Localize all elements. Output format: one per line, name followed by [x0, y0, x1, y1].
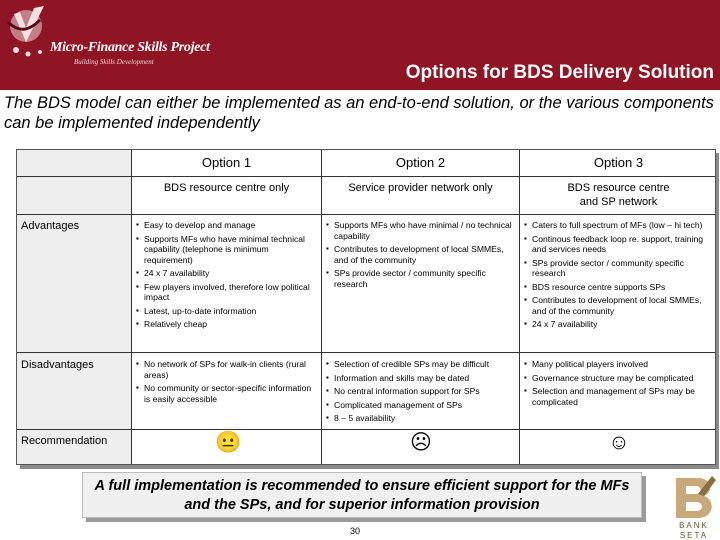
sad-face-icon: ☹: [410, 431, 432, 454]
option-2-title: Option 2: [395, 155, 446, 170]
list-item: ▪ 24 x 7 availability: [524, 319, 715, 330]
list-item: ▪ Contributes to development of local SMMEs, and of the community: [326, 244, 517, 265]
option-3-title: Option 3: [593, 155, 644, 170]
list-item: ▪ Easy to develop and manage: [136, 220, 319, 231]
list-item: ▪ Relatively cheap: [136, 319, 319, 330]
list-item: ▪ Few players involved, therefore low political impact: [136, 282, 319, 303]
list-item: ▪ 8 – 5 availability: [326, 413, 517, 424]
list-item: ▪ Caters to full spectrum of MFs (low – hi tech): [524, 220, 715, 231]
recommendation-text: A full implementation is recommended to ensure efficient support for the MFs and the SPs, and for superior information provision: [94, 478, 630, 513]
logo-tagline: Building Skills Development: [74, 58, 154, 66]
option-2-disadvantages: [326, 359, 517, 427]
option-3-column: [519, 150, 716, 464]
option-3-subtitle: BDS resource centre and SP network: [567, 182, 670, 208]
list-item: ▪ Supports MFs who have minimal technical capability (telephone is minimum requirement): [136, 234, 319, 266]
mfsp-logo: [4, 2, 194, 66]
list-item: ▪ No central information support for SPs: [326, 386, 517, 397]
options-table: [16, 149, 716, 465]
table-divider: [17, 352, 716, 353]
option-1-advantages: [136, 220, 319, 333]
row-label-advantages: Advantages: [21, 220, 80, 232]
list-item: ▪ Latest, up-to-date information: [136, 306, 319, 317]
table-divider: [17, 176, 716, 177]
option-2-subtitle: Service provider network only: [348, 182, 493, 194]
recommendation-box: [82, 472, 642, 518]
list-item: ▪ Many political players involved: [524, 359, 715, 370]
list-item: ▪ SPs provide sector / community specific research: [326, 268, 517, 289]
svg-text:BANK: BANK: [679, 521, 709, 530]
list-item: ▪ BDS resource centre supports SPs: [524, 282, 715, 293]
list-item: ▪ 24 x 7 availability: [136, 268, 319, 279]
list-item: ▪ Selection of credible SPs may be difficult: [326, 359, 517, 370]
option-3-advantages: [524, 220, 715, 333]
page-number: 30: [350, 526, 361, 536]
option-3-disadvantages: [524, 359, 715, 410]
intro-text: The BDS model can either be implemented as an end-to-end solution, or the various components can be implemented independently: [4, 94, 714, 132]
option-1-disadvantages: [136, 359, 319, 407]
list-item: ▪ Selection and management of SPs may be complicated: [524, 386, 715, 407]
option-2-advantages: [326, 220, 517, 292]
list-item: ▪ Continous feedback loop re. support, training and services needs: [524, 234, 715, 255]
slide-title: Options for BDS Delivery Solution: [405, 62, 714, 83]
title-banner: [0, 0, 720, 90]
list-item: ▪ No network of SPs for walk-in clients (rural areas): [136, 359, 319, 380]
option-1-column: [131, 150, 321, 464]
neutral-face-icon: 😐: [215, 431, 242, 454]
list-item: ▪ Governance structure may be complicated: [524, 373, 715, 384]
list-item: ▪ Contributes to development of local SMMEs, and of the community: [524, 295, 715, 316]
svg-text:SETA: SETA: [679, 531, 709, 540]
list-item: ▪ Complicated management of SPs: [326, 400, 517, 411]
list-item: ▪ SPs provide sector / community specific research: [524, 258, 715, 279]
option-1-subtitle: BDS resource centre only: [163, 182, 290, 194]
list-item: ▪ Information and skills may be dated: [326, 373, 517, 384]
row-label-recommendation: Recommendation: [21, 435, 108, 447]
option-2-column: [321, 150, 519, 464]
logo-name: Micro-Finance Skills Project: [50, 40, 210, 55]
row-label-disadvantages: Disadvantages: [21, 359, 94, 371]
list-item: ▪ Supports MFs who have minimal / no technical capability: [326, 220, 517, 241]
happy-face-icon: ☺: [608, 431, 630, 454]
bank-seta-logo: [668, 474, 720, 540]
row-label-column: [17, 150, 131, 464]
table-divider: [17, 429, 716, 430]
list-item: ▪ No community or sector-specific information is easily accessible: [136, 383, 319, 404]
table-divider: [17, 214, 716, 215]
option-1-title: Option 1: [201, 155, 252, 170]
